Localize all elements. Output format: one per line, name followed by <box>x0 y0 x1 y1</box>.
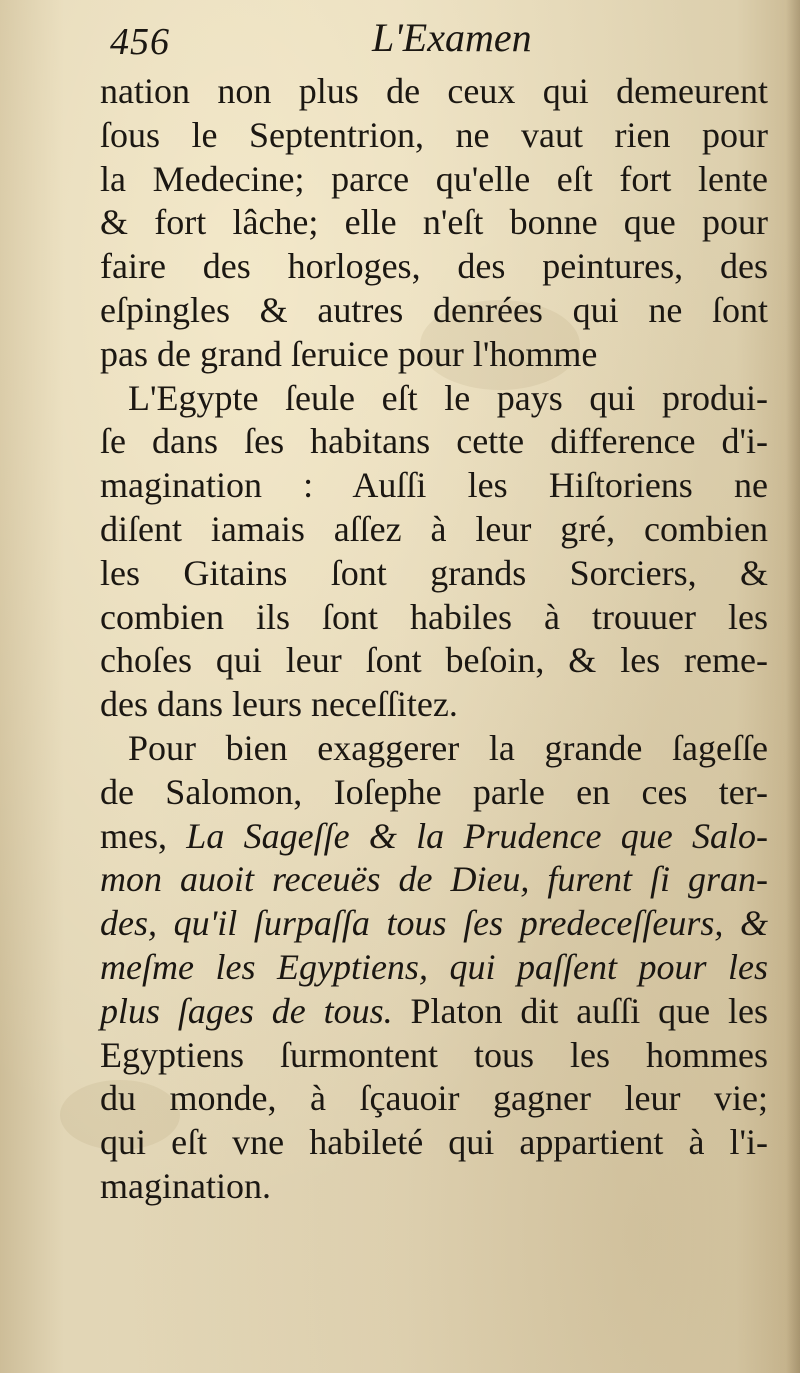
text-span: & fort lâche; elle n'eſt bonne que pour <box>100 202 768 243</box>
body-text <box>100 70 768 1209</box>
text-line <box>100 1165 768 1209</box>
text-span: magination : Auſſi les Hiſtoriens ne <box>100 465 768 506</box>
text-line <box>100 815 768 859</box>
text-line <box>100 946 768 990</box>
italic-quote: mon auoit receuës de Dieu, furent ſi gran- <box>100 859 768 900</box>
text-span: de Salomon, Ioſephe parle en ces ter- <box>100 771 768 812</box>
text-span: la Medecine; parce qu'elle eſt fort lente <box>100 158 768 199</box>
text-line <box>100 552 768 596</box>
text-span: L'Egypte ſeule eſt le pays qui produi- <box>128 377 768 418</box>
running-title: L'Examen <box>372 15 532 60</box>
text-span: qui eſt vne habileté qui appartient à l'i- <box>100 1122 768 1163</box>
text-line <box>100 420 768 464</box>
text-span: combien ils ſont habiles à trouuer les <box>100 596 768 637</box>
text-span: ſe dans ſes habitans cette difference d'i- <box>100 421 768 462</box>
text-span: mes, <box>100 815 187 856</box>
text-span: diſent iamais aſſez à leur gré, combien <box>100 508 768 549</box>
text-line <box>100 508 768 552</box>
text-line <box>100 70 768 114</box>
text-span: faire des horloges, des peintures, des <box>100 246 768 287</box>
text-line <box>100 990 768 1034</box>
text-span: pas de grand ſeruice pour l'homme <box>100 333 598 374</box>
text-line <box>100 114 768 158</box>
page-edge-shadow <box>786 0 800 1373</box>
text-line <box>100 727 768 771</box>
italic-quote: meſme les Egyptiens, qui paſſent pour les <box>100 946 768 987</box>
text-line <box>100 289 768 333</box>
text-line <box>100 1121 768 1165</box>
italic-quote: des, qu'il ſurpaſſa tous ſes predeceſſeurs, & <box>100 903 768 944</box>
text-line <box>100 771 768 815</box>
text-span: choſes qui leur ſont beſoin, & les reme- <box>100 640 768 681</box>
page-header <box>0 12 800 72</box>
text-line <box>100 858 768 902</box>
text-span: nation non plus de ceux qui demeurent <box>100 71 768 111</box>
text-span: du monde, à ſçauoir gagner leur vie; <box>100 1078 768 1119</box>
italic-quote: La Sageſſe & la Prudence que Salo- <box>186 815 768 856</box>
page-number: 456 <box>110 21 170 63</box>
text-span: Platon dit auſſi que les <box>392 990 768 1031</box>
text-line <box>100 377 768 421</box>
text-span: les Gitains ſont grands Sorciers, & <box>100 552 768 593</box>
text-line <box>100 639 768 683</box>
text-line <box>100 596 768 640</box>
text-span: Egyptiens ſurmontent tous les hommes <box>100 1034 768 1075</box>
text-line <box>100 333 768 377</box>
text-line <box>100 1034 768 1078</box>
text-span: eſpingles & autres denrées qui ne ſont <box>100 289 768 330</box>
text-line <box>100 902 768 946</box>
text-line <box>100 683 768 727</box>
text-line <box>100 201 768 245</box>
text-span: Pour bien exaggerer la grande ſageſſe <box>128 727 768 768</box>
italic-quote: plus ſages de tous. <box>100 990 393 1031</box>
text-line <box>100 158 768 202</box>
text-span: des dans leurs neceſſitez. <box>100 684 458 725</box>
text-span: magination. <box>100 1165 271 1206</box>
text-span: ſous le Septentrion, ne vaut rien pour <box>100 114 768 155</box>
text-line <box>100 245 768 289</box>
text-line <box>100 464 768 508</box>
text-line <box>100 1077 768 1121</box>
